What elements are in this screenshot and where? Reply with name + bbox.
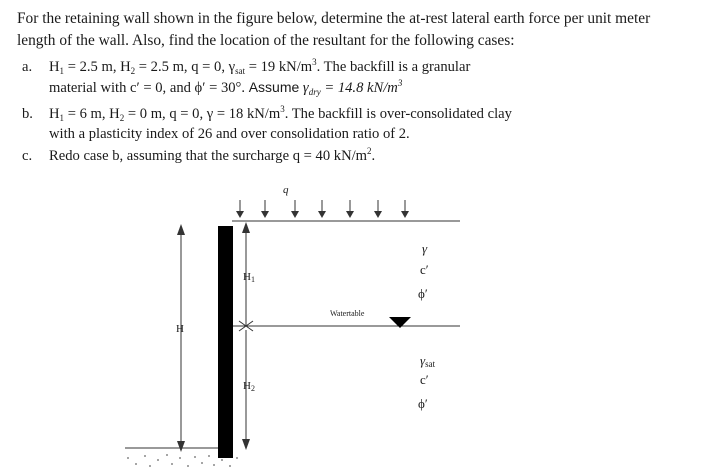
- surcharge-arrow: [291, 200, 299, 218]
- retaining-wall: [218, 226, 233, 458]
- lower-soil-c: c′: [420, 372, 429, 387]
- case-b-line-2: with a plasticity index of 26 and over consolidation ratio of 2.: [49, 126, 410, 142]
- h2-label: H2: [243, 380, 255, 393]
- surcharge-arrow: [318, 200, 326, 218]
- case-c-line-1: Redo case b, assuming that the surcharge q = 40 $kN/m^2$.: [49, 146, 376, 164]
- case-a-line-1: $H_1 = 2.5$ m, $H_2 = 2.5$ m, q = 0, $\gamma_{sat} = 19$ $kN/m^3$. The backfill is a granular: [49, 57, 471, 76]
- lower-soil-phi: ϕ′: [418, 396, 428, 411]
- intro-line-2: length of the wall. Also, find the location of the resultant for the following cases:: [17, 32, 515, 49]
- h1-label: H1: [243, 271, 255, 284]
- surcharge-arrow: [346, 200, 354, 218]
- surcharge-arrows: [236, 200, 409, 218]
- surcharge-arrow: [261, 200, 269, 218]
- case-a-line-2: material with c′ = 0, and ϕ′ = 30°. Assume $\gamma_{dry} = 14.8$ $kN/m^3$: [49, 78, 403, 97]
- watertable-label: Watertable: [330, 309, 365, 318]
- surcharge-label: q: [283, 184, 289, 196]
- case-c-letter: c.: [22, 148, 33, 164]
- case-b-line-1: $H_1 = 6$ m, $H_2 = 0$ m, q = 0, γ = 18 $kN/m^3$. The backfill is over-consolidated clay: [49, 104, 512, 123]
- h-label: H: [176, 323, 184, 335]
- case-b-letter: b.: [22, 106, 33, 122]
- upper-soil-c: c′: [420, 262, 429, 277]
- intro-line-1: For the retaining wall shown in the figure below, determine the at-rest lateral earth force per unit meter: [17, 10, 651, 27]
- surcharge-arrow: [401, 200, 409, 218]
- lower-soil-gamma-sat: γsat: [420, 353, 436, 369]
- upper-soil-gamma: γ: [422, 241, 428, 256]
- upper-soil-phi: ϕ′: [418, 286, 428, 301]
- h-dimension: [177, 224, 185, 452]
- case-a-letter: a.: [22, 59, 33, 75]
- surcharge-arrow: [236, 200, 244, 218]
- surcharge-arrow: [374, 200, 382, 218]
